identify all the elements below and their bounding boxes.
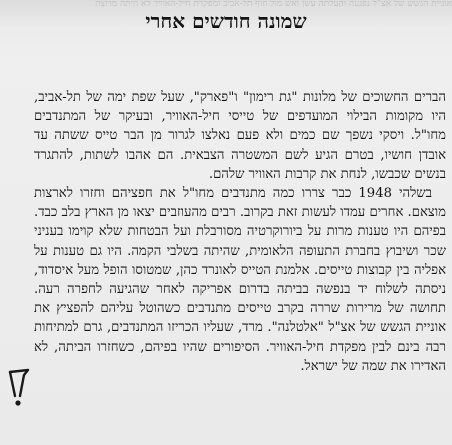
paragraph: בשלהי 1948 כבר צררו כמה מתנדבים מחו"ל את חפציהם וחזרו לארצות מוצאם. אחרים עמדו לעשות זאת בקרוב. רבים מהעוזבים יצאו מן הארץ בלב כבד. בפיהם היו טענות מרות על ביורוקרטיה מסורבלת ועל הבטחות שלא קוימו בעניני שכר ושיבוץ בחברת התעופה הלאומית, שהיתה בשלבי הקמה. היו גם טענות על אפליה בין קבוצות טייסים. אלמנת הטייס לאונרד כהן, שמטוסו הופל מעל איסדוד, ניסתה לשלוח יד בנפשה בביתה בדרום אפריקה לאחר שהגיעה לחפרה רעה. תחושה של מרירות שררה בקרב טייסים מתנדבים כשהוטל עליהם להפציץ את אוניית הגשש של אצ"ל "אלטלנה". מרד, שעליו הכריזו המתנדבים, גרם למתיחות רבה בינם לבין מפקדת חיל-האוויר. הסיפורים שהיו בפיהם, כשחזרו הביתה, לא האדירו את שמה של ישראל. [34,186,446,374]
chapter-title: שמונה חודשים אחרי [145,9,307,33]
paragraph: הברים החשוכים של מלונות "גת רימון" ו"פארק", שעל שפת ימה של תל-אביב, היו מקומות הבילוי המועדפים של טייסי חיל-האוויר, ובעיקר של המתנדבים מחו"ל. ויסקי נשפך שם כמים ולא פעם נאלצו לגרור מן הבר טייס ששתה עד אובדן חושיו, בטרם הגיע לשם המשטרה הצבאית. הם אהבו לשתות, להתגרד בנשים שכבשו, לנחת את קרבות האוויר שלהם. [34,90,446,182]
bleed-through-text: אוניית הגשש של אצ"ל נפגעה והעלתה עשן ואש מול חוף תל-אביב ומפקדת חיל-האוויר לא היתה מרוצה [95,0,452,9]
body-text [34,88,446,376]
handwritten-mark-icon [6,366,32,410]
